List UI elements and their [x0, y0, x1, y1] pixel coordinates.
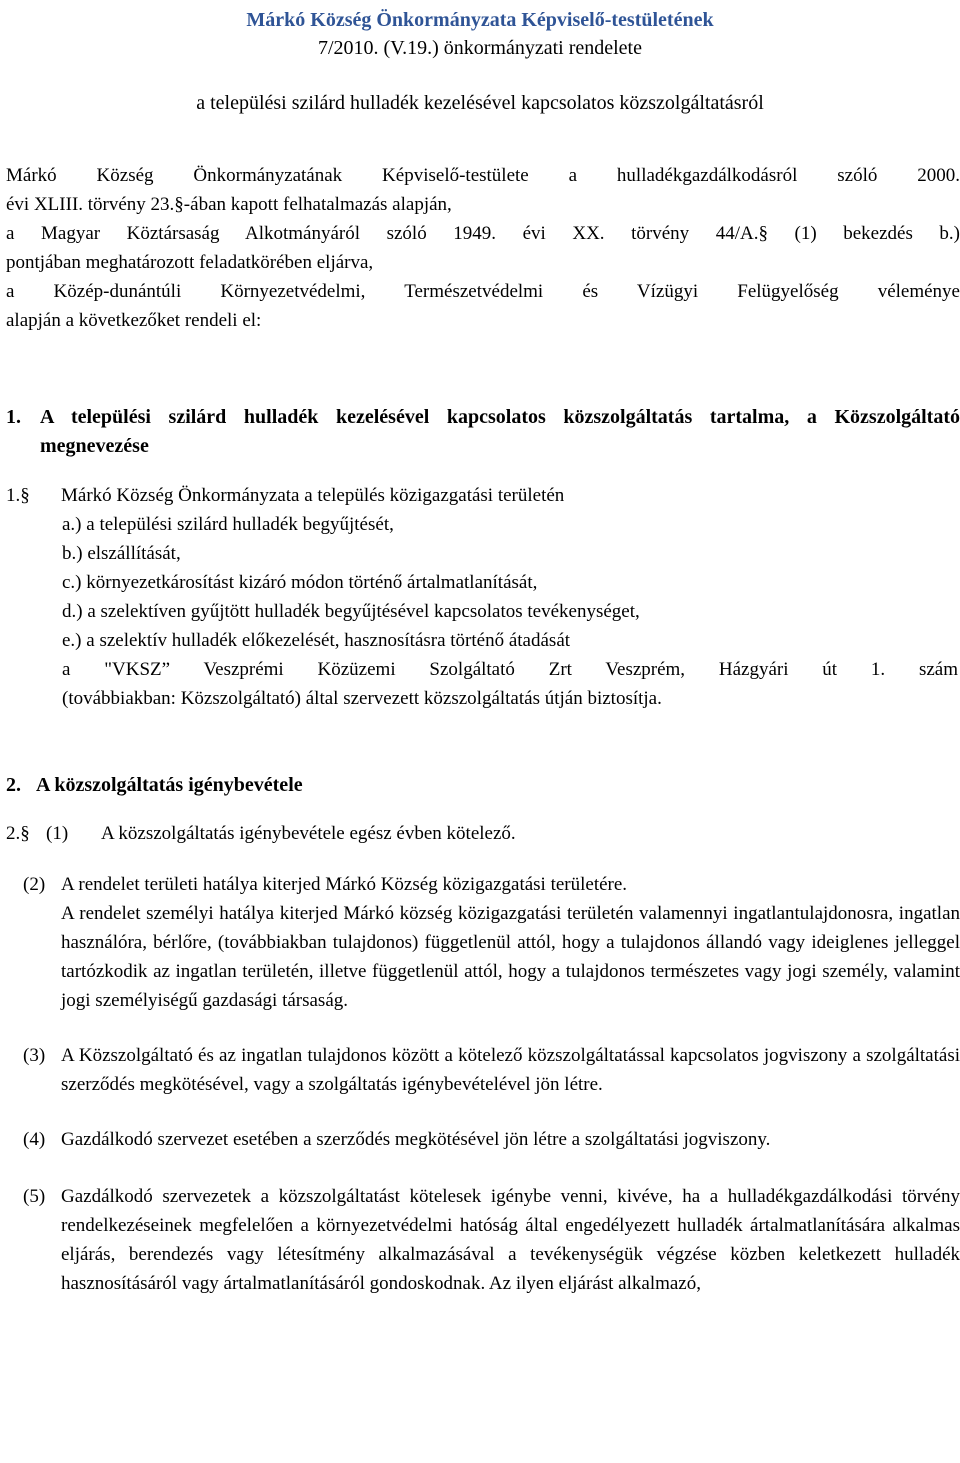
subsection-text: A Közszolgáltató és az ingatlan tulajdonos között a kötelező közszolgáltatással kapcsolatos jogviszony a szolgáltatási szerződés megkötésével, vagy a szolgáltatás igénybevételével jön létre.	[61, 1045, 960, 1095]
section-number: 2.	[6, 774, 21, 796]
subsection-content	[61, 1182, 960, 1298]
document-title: Márkó Község Önkormányzata Képviselő-testületének	[246, 9, 714, 31]
provider-line: (továbbiakban: Közszolgáltató) által szervezett közszolgáltatás útján biztosítja.	[62, 688, 662, 709]
paragraph-2-sub-3	[23, 1041, 960, 1099]
subsection-label: (4)	[23, 1129, 46, 1150]
list-item: d.) a szelektíven gyűjtött hulladék begyűjtésével kapcsolatos tevékenységet,	[62, 601, 640, 622]
subsection-label: (2)	[23, 874, 46, 895]
preamble-line: évi XLIII. törvény 23.§-ában kapott felhatalmazás alapján,	[6, 194, 452, 215]
subsection-content	[61, 1125, 960, 1154]
provider-line: a "VKSZ” Veszprémi Közüzemi Szolgáltató Zrt Veszprém, Házgyári út 1. szám	[62, 659, 958, 680]
paragraph-number: 2.§	[6, 823, 30, 844]
paragraph-number: 1.§	[6, 485, 30, 506]
preamble-line: a Magyar Köztársaság Alkotmányáról szóló 1949. évi XX. törvény 44/A.§ (1) bekezdés b.)	[6, 223, 960, 244]
section-title: A települési szilárd hulladék kezelésével kapcsolatos közszolgáltatás tartalma, a Közszolgáltató megnevezése	[40, 406, 960, 457]
paragraph-2-sub-2	[23, 870, 960, 1015]
subsection-text: A rendelet területi hatálya kiterjed Márkó Község közigazgatási területére.	[61, 874, 628, 895]
preamble-line: pontjában meghatározott feladatkörében eljárva,	[6, 252, 374, 273]
paragraph-2-sub-5	[23, 1182, 960, 1298]
paragraph-text: Márkó Község Önkormányzata a település közigazgatási területén	[61, 485, 565, 506]
section-1-heading	[0, 403, 960, 461]
subsection-label: (1)	[46, 823, 69, 844]
subsection-label: (3)	[23, 1045, 46, 1066]
service-list	[62, 510, 958, 713]
paragraph-2-sub-1	[6, 819, 960, 848]
subsection-content	[61, 870, 960, 1015]
section-2-heading	[0, 771, 960, 800]
paragraph-2-sub-4	[23, 1125, 960, 1154]
paragraph-1-intro	[6, 481, 960, 510]
subsection-text: A közszolgáltatás igénybevétele egész évben kötelező.	[101, 823, 516, 844]
regulation-subject: a települési szilárd hulladék kezelésével kapcsolatos közszolgáltatásról	[196, 92, 764, 114]
list-item: e.) a szelektív hulladék előkezelését, hasznosításra történő átadását	[62, 630, 571, 651]
preamble	[6, 161, 960, 335]
subsection-text: Gazdálkodó szervezetek a közszolgáltatást kötelesek igénybe venni, kivéve, ha a hulladékgazdálkodási törvény rendelkezéseinek megfelelően a környezetvédelmi hatóság által engedélyezett hulladék ártalmatlanítására alkalmas eljárás, berendezés vagy létesítmény alkalmazásával a tevékenységük végzése közben keletkezett hulladék hasznosításáról vagy ártalmatlanításáról gondoskodnak. Az ilyen eljárást alkalmazó,	[61, 1186, 960, 1294]
list-item: a.) a települési szilárd hulladék begyűjtését,	[62, 514, 394, 535]
subsection-text: A rendelet személyi hatálya kiterjed Márkó község közigazgatási területén valamennyi ingatlantulajdonosra, ingatlan használóra, bérlőre, (továbbiakban tulajdonos) függetlenül attól, hogy a tulajdonos állandó vagy ideiglenes jelleggel tartózkodik az ingatlan területén, illetve függetlenül attól, hogy a tulajdonos természetes vagy jogi személy, valamint jogi személyiségű gazdasági társaság.	[61, 903, 960, 1011]
subsection-label: (5)	[23, 1186, 46, 1207]
section-title: A közszolgáltatás igénybevétele	[36, 774, 303, 796]
list-item: c.) környezetkárosítást kizáró módon történő ártalmatlanítását,	[62, 572, 538, 593]
subsection-content	[61, 1041, 960, 1099]
regulation-number: 7/2010. (V.19.) önkormányzati rendelete	[318, 37, 642, 59]
section-number: 1.	[6, 406, 21, 428]
preamble-line: Márkó Község Önkormányzatának Képviselő-testülete a hulladékgazdálkodásról szóló 2000.	[6, 165, 960, 186]
preamble-line: alapján a következőket rendeli el:	[6, 310, 262, 331]
preamble-line: a Közép-dunántúli Környezetvédelmi, Természetvédelmi és Vízügyi Felügyelőség véleménye	[6, 281, 960, 302]
subsection-text: Gazdálkodó szervezet esetében a szerződés megkötésével jön létre a szolgáltatási jogviszony.	[61, 1129, 771, 1150]
list-item: b.) elszállítását,	[62, 543, 181, 564]
